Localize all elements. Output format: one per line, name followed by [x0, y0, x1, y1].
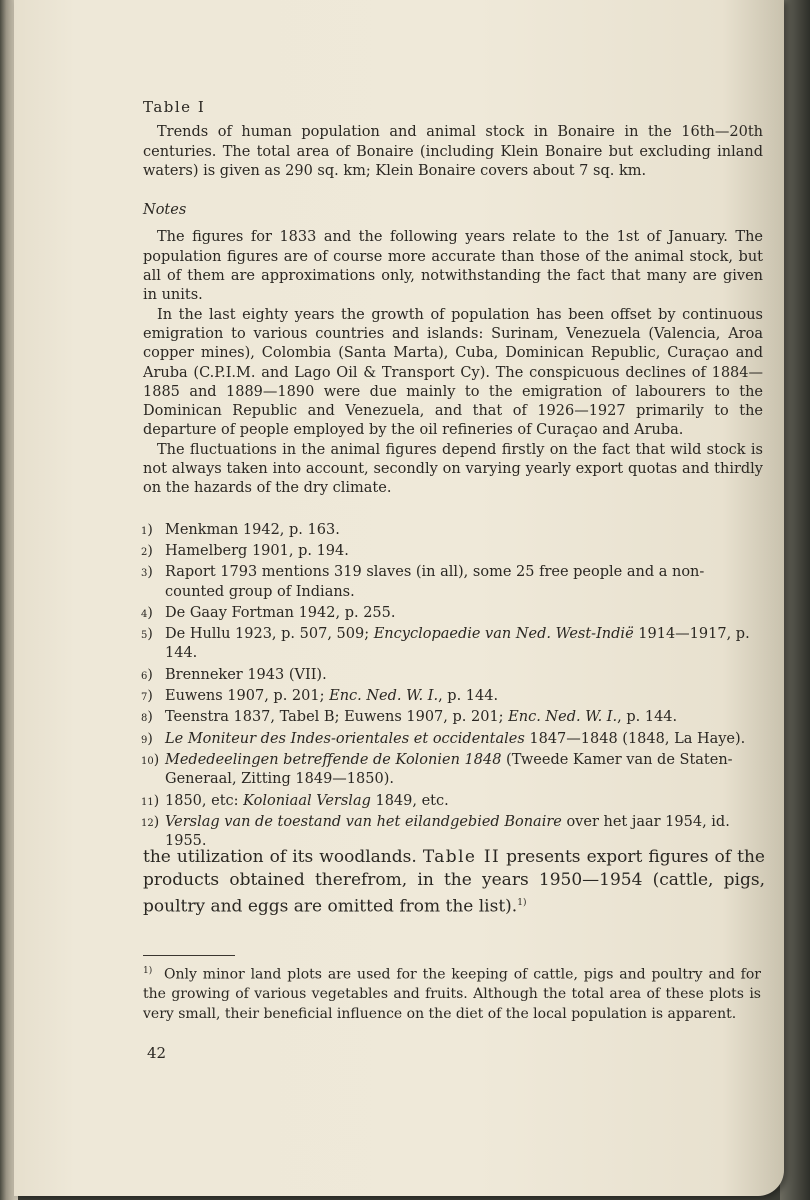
footnote-italic-title: Encyclopaedie van Ned. West-Indië [373, 626, 634, 643]
footnote-item: 2) Hamelberg 1901, p. 194. [141, 542, 349, 559]
table-title-paragraph: Trends of human population and animal stock in Bonaire in the 16th—20th centuries. The total area of Bonaire (including Klein Bonaire but excluding inland waters) is given as 290 sq. km; Klein Bonaire covers about 7 sq. km. [143, 124, 763, 179]
footnote-item: 1) Menkman 1942, p. 163. [141, 521, 340, 538]
page-footnote [143, 962, 761, 1024]
footnote-italic-title: Mededeelingen betreffende de Kolonien 1848 [165, 751, 502, 768]
table-heading: Table I [143, 98, 206, 116]
body-text-start: the utilization of its woodlands. [143, 847, 423, 867]
footnote-italic-title: Enc. Ned. W. I. [329, 688, 439, 705]
notes-paragraph: The figures for 1833 and the following years relate to the 1st of January. The population figures are of course more accurate than those of the animal stock, but all of them are approximations only, notwithstanding the fact that many are given in units. [143, 229, 763, 304]
footnote-item: 9) Le Moniteur des Indes-orientales et occidentales 1847—1848 (1848, La Haye). [141, 730, 746, 747]
footnote-number: 11 [141, 796, 154, 808]
footnote-italic-title: Enc. Ned. W. I. [508, 709, 618, 726]
footnote-text: Teenstra 1837, Tabel B; Euwens 1907, p. 201; [165, 709, 509, 726]
table-notes-section [143, 98, 763, 853]
footnote-marker: 1) [517, 898, 527, 908]
footnote-text-end: 1847—1848 (1848, La Haye). [524, 730, 746, 747]
footnote-item: 10) Mededeelingen betreffende de Kolonien 1848 (Tweede Kamer van de Staten-Generaal, Zitting 1849—1850). [141, 751, 733, 788]
footnote-separator-rule [143, 955, 235, 956]
table-reference: Table II [422, 847, 501, 867]
footnote-number: 12 [141, 817, 154, 829]
footnote-number: 2 [141, 546, 148, 558]
footnote-list [143, 521, 763, 852]
footnote-number: 10 [141, 755, 154, 767]
notes-paragraph: In the last eighty years the growth of population has been offset by continuous emigration to various countries and islands: Surinam, Venezuela (Valencia, Aroa copper mines), Colombia (Santa Marta), Cuba, Dominican Republic, Curaçao and Aruba (C.P.I.M. and Lago Oil & Transport Cy). The conspicuous declines of 1884—1885 and 1889—1890 were due mainly to the emigration of labourers to the Dominican Republic and Venezuela, and that of 1926—1927 primarily to the departure of people employed by the oil refineries of Curaçao and Aruba. [143, 306, 763, 439]
footnote-text-end: over het jaar 1954, id. 1955. [165, 813, 730, 850]
footnote-italic-title: Koloniaal Verslag [243, 792, 371, 809]
footnote-item: 6) Brenneker 1943 (VII). [141, 666, 327, 683]
footnote-text: Hamelberg 1901, p. 194. [165, 542, 349, 559]
footnote-italic-title: Verslag van de toestand van het eilandgebied Bonaire [165, 813, 562, 830]
footnote-text: Menkman 1942, p. 163. [165, 521, 340, 538]
notes-heading: Notes [143, 202, 187, 219]
footnote-item: 3) Raport 1793 mentions 319 slaves (in all), some 25 free people and a non-counted group of Indians. [141, 564, 705, 600]
page-number: 42 [147, 1044, 167, 1062]
footnote-number: 5 [141, 630, 148, 642]
footnote-item: 11) 1850, etc: Koloniaal Verslag 1849, etc. [141, 792, 449, 809]
footnote-text: De Gaay Fortman 1942, p. 255. [165, 604, 396, 621]
footnote-text-end: , p. 144. [438, 688, 499, 705]
footnote-text: Brenneker 1943 (VII). [165, 666, 327, 683]
footnote-text: Raport 1793 mentions 319 slaves (in all), some 25 free people and a non-counted group of Indians. [165, 564, 705, 600]
footnote-number: 3 [141, 568, 148, 580]
footnote-number: 8 [141, 713, 148, 725]
body-paragraph [143, 846, 765, 919]
footnote-italic-title: Le Moniteur des Indes-orientales et occidentales [165, 730, 525, 747]
footnote-number: 6 [141, 670, 148, 682]
footnote-text-end: (Tweede Kamer van de Staten-Generaal, Zitting 1849—1850). [165, 751, 733, 788]
footnote-number: 1 [141, 525, 148, 537]
footnote-item: 7) Euwens 1907, p. 201; Enc. Ned. W. I., p. 144. [141, 688, 499, 705]
notes-paragraph: The fluctuations in the animal figures depend firstly on the fact that wild stock is not always taken into account, secondly on varying yearly export quotas and thirdly on the hazards of the dry climate. [143, 441, 763, 497]
footnote-number: 4 [141, 608, 148, 620]
footnote-marker: 1) [143, 966, 153, 976]
footnote-item: 5) De Hullu 1923, p. 507, 509; Encyclopaedie van Ned. West-Indië 1914—1917, p. 144. [141, 626, 750, 662]
footnote-number: 7 [141, 692, 148, 704]
footnote-number: 9 [141, 734, 148, 746]
body-text-end: presents export figures of the products obtained therefrom, in the years 1950—1954 (cattle, pigs, poultry and eggs are omitted from the list). [143, 847, 765, 917]
footnote-item: 8) Teenstra 1837, Tabel B; Euwens 1907, p. 201; Enc. Ned. W. I., p. 144. [141, 709, 678, 726]
footnote-item: 4) De Gaay Fortman 1942, p. 255. [141, 604, 396, 621]
footnote-text-end: , p. 144. [617, 709, 678, 726]
footnote-text-end: 1914—1917, p. 144. [165, 626, 750, 662]
background-shadow [780, 0, 810, 1200]
footnote-text: 1850, etc: [165, 792, 244, 809]
footnote-text: De Hullu 1923, p. 507, 509; [165, 626, 374, 643]
footnote-item: 12) Verslag van de toestand van het eilandgebied Bonaire over het jaar 1954, id. 1955. [141, 813, 730, 850]
page-footnote-text: Only minor land plots are used for the keeping of cattle, pigs and poultry and for the growing of various vegetables and fruits. Although the total area of these plots is very small, their beneficial influence on the diet of the local population is apparent. [143, 966, 761, 1022]
footnote-text-end: 1849, etc. [370, 792, 449, 809]
footnote-text: Euwens 1907, p. 201; [165, 688, 330, 705]
